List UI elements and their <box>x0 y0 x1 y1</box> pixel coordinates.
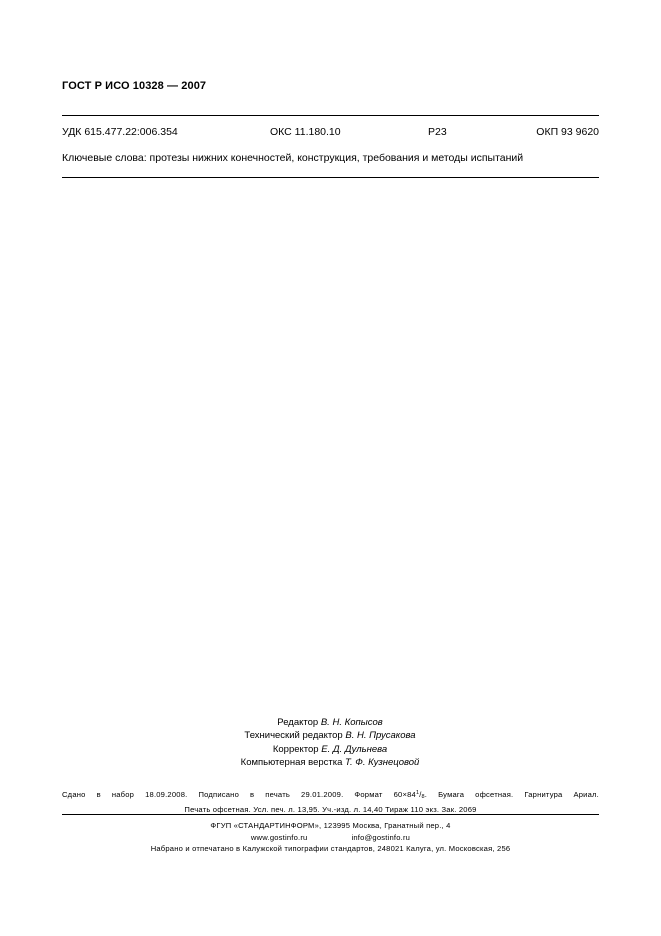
publisher-email-link[interactable]: info@gostinfo.ru <box>351 832 411 842</box>
keywords-divider <box>62 177 599 178</box>
print-details-line-2: Печать офсетная. Усл. печ. л. 13,95. Уч.-изд. л. 14,40 Тираж 110 экз. Зак. 2069 <box>184 804 477 814</box>
keywords-line: Ключевые слова: протезы нижних конечностей, конструкция, требования и методы испытаний <box>62 152 524 164</box>
publisher-website-link[interactable]: www.gostinfo.ru <box>250 832 308 842</box>
tech-editor-name: В. Н. Прусакова <box>345 730 416 742</box>
okp-code: ОКП 93 9620 <box>536 126 599 138</box>
publisher-org: ФГУП «СТАНДАРТИНФОРМ», 123995 Москва, Гранатный пер., 4 <box>210 821 451 830</box>
editor-name: В. Н. Копысов <box>320 717 383 728</box>
print-details-part-b: . Бумага офсетная. Гарнитура Ариал. <box>424 790 599 799</box>
top-divider <box>62 115 599 116</box>
udk-code: УДК 615.477.22:006.354 <box>62 126 178 138</box>
print-details <box>62 788 599 815</box>
editor-row <box>200 716 460 729</box>
classification-row <box>62 126 599 140</box>
publisher-contacts <box>62 832 599 844</box>
standard-designation: ГОСТ Р ИСО 10328 — 2007 <box>62 80 207 92</box>
editorial-staff <box>200 716 460 769</box>
corrector-row <box>200 743 460 756</box>
print-details-part-a: Сдано в набор 18.09.2008. Подписано в печать 29.01.2009. Формат 60×84 <box>62 790 416 799</box>
layout-name: Т. Ф. Кузнецовой <box>345 756 420 768</box>
publisher-divider <box>62 814 599 815</box>
publisher-info <box>62 820 599 855</box>
corrector-label: Корректор <box>272 743 319 755</box>
print-details-line-1: Сдано в набор 18.09.2008. Подписано в печать 29.01.2009. Формат $60\times 84^1/_8$. Бумага офсетная. Гарнитура Ариал. <box>62 790 599 800</box>
tech-editor-label: Технический редактор <box>244 730 343 742</box>
editor-label: Редактор <box>277 717 319 728</box>
format-fraction-denominator: 8 <box>421 794 425 800</box>
group-code: Р23 <box>428 126 447 138</box>
layout-label: Компьютерная верстка <box>240 756 343 768</box>
oks-code: ОКС 11.180.10 <box>270 126 341 138</box>
corrector-name: Е. Д. Дульнева <box>321 743 388 755</box>
layout-row <box>200 756 460 769</box>
tech-editor-row <box>200 729 460 742</box>
format-fraction-numerator: 1 <box>415 790 420 796</box>
printer-info: Набрано и отпечатано в Калужской типографии стандартов, 248021 Калуга, ул. Московская, 256 <box>150 844 511 853</box>
